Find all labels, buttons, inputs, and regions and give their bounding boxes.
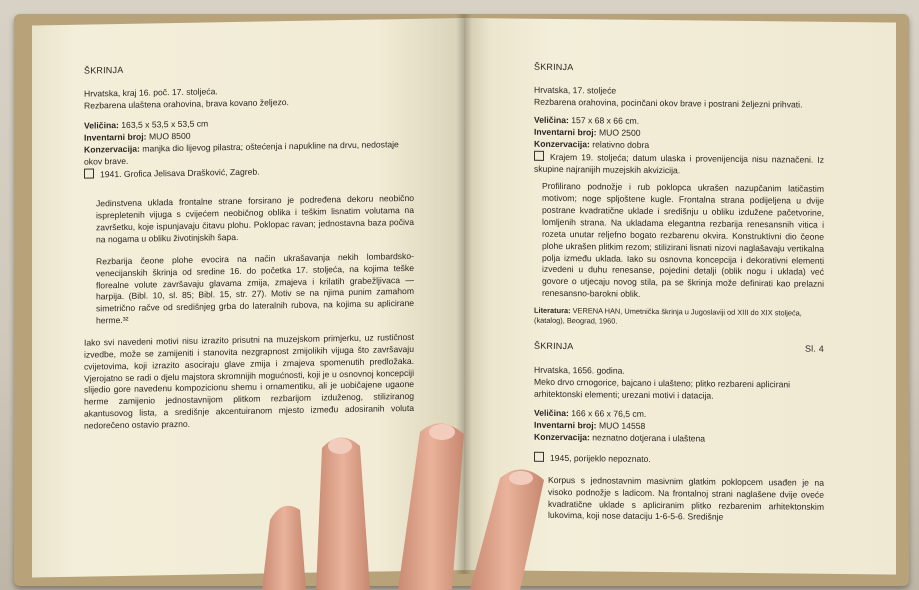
- right-size-label: Veličina:: [534, 114, 569, 126]
- literature-text: VERENA HAN, Umetnička škrinja u Jugoslaviji od XIII do XIX stoljeća, (katalog), Beograd, 1960.: [534, 306, 802, 326]
- right-cons2-label: Konzervacija:: [534, 431, 590, 443]
- right-size2-value: 166 x 66 x 76,5 cm.: [571, 408, 647, 420]
- right-size2-label: Veličina:: [534, 408, 569, 419]
- fingernail-middle: [429, 424, 455, 440]
- right-inv-label: Inventarni broj:: [534, 126, 597, 138]
- right-paragraph-1: Profilirano podnožje i rub poklopca ukrašen nazupčanim latičastim motivom; noge spljoštene kugle. Frontalna strana podijeljena u dvije postrane kvadratične uklade i središnju u obliku izdužene pačetvorine, lomljenih strana. Na ukladama elegantna rezbarija renesansnih vitica i rozeta unutar reljefno bogato rezbarenu okvira. Konstruktivni dio čeone plohe ukrašen plitkim rezom; stilizirani lisnati nizovi naglašavaju vertikalna polja između uklada. Iako su osnovna koncepcija i dekorativni elementi izvedeni u duhu renesanse, pojedini detalji (oblik nogu i uklada) već govore o utjecaju novog stila, pa se škrinja može definirati kao prelazni renesansno-barokni oblik.: [542, 181, 824, 300]
- plate-number: Sl. 4: [804, 344, 824, 355]
- right-inv2-value: MUO 14558: [598, 420, 646, 432]
- left-provenance: 1941. Grofica Jelisava Drašković, Zagreb.: [100, 166, 260, 179]
- left-paragraph-2: Rezbarija čeone plohe evocira na način ukrašavanja nekih lombardsko-venecijanskih škrinja od sredine 16. do početka 17. stoljeća, na kojima teške florealne volute završavaju glavama zmija, zmajeva i krilatih grabežljivaca — harpija. (Bibl. 10, sl. 85; Bibl. 15, str. 27). Motiv se na njima punim zamahom simetrično račve od središnjeg grba do lateralnih rubova, na kojima su aplicirane herme.³²: [96, 250, 414, 326]
- right-provenance: Krajem 19. stoljeća; datum ulaska i provenijencija nisu naznačeni. Iz skupine najranijih muzejskih akvizicija.: [534, 151, 824, 175]
- fingernail-index: [328, 438, 352, 454]
- right-origin-2: Hrvatska, 1656. godina.: [534, 364, 625, 376]
- literature-label: Literatura:: [534, 305, 571, 316]
- left-inv-label: Inventarni broj:: [84, 131, 147, 143]
- right-material: Rezbarena orahovina, pocinčani okov brave i postrani željezni prihvati.: [534, 96, 803, 110]
- finger-ring: [470, 469, 544, 590]
- left-paragraph-3: Iako svi navedeni motivi nisu izrazito prisutni na muzejskom primjerku, uz rustičnost izvedbe, može se zamijeniti i stanovita nezgrapnost zmijolikih vijuga što završavaju cvijetovima, koji izrazito asociraju glave zmija i zmajeva spomenutih predložaka. Vjerojatno se radi o djelu majstora skromnijih mogućnosti, koji je u osnovnoj koncepciji slijedio gore navedenu kompozicionu shemu i ornamentiku, ali je uobičajene ugaone herme zamijenio jednostavnijom plitkom rezbarijom izduženog, stiliziranog akantusovog lista, a središnje akcentuiranom mjesto između adosiranih voluta nedorečeno ostavio prazno.: [84, 331, 414, 431]
- finger-middle: [398, 423, 464, 590]
- finger-index: [316, 437, 370, 590]
- left-paragraph-1: Jedinstvena uklada frontalne strane forsirano je podređena dekoru neobično isprepletenih vijuga s cvijećem neobičnog oblika i teškim lisnatim volutama na završetku, koje ispunjavaju čitavu plohu. Poklopac ravan; jednostavna baza počiva na nogama u obliku životinjskih šapa.: [96, 193, 414, 245]
- left-size-value: 163,5 x 53,5 x 53,5 cm: [121, 118, 209, 131]
- left-inv-value: MUO 8500: [148, 130, 191, 142]
- right-material-2: Meko drvo crnogorice, bajcano i ulašteno; plitko rezbareni aplicirani arhitektonski elementi; urezani motivi i datacija.: [534, 376, 791, 401]
- right-inv2-label: Inventarni broj:: [534, 420, 597, 431]
- left-size-label: Veličina:: [84, 120, 119, 131]
- right-heading: ŠKRINJA: [534, 61, 574, 73]
- left-cons-label: Konzervacija:: [84, 143, 140, 155]
- right-origin: Hrvatska, 17. stoljeće: [534, 85, 617, 96]
- left-material: Rezbarena ulaštena orahovina, brava kovano željezo.: [84, 97, 289, 111]
- right-size-value: 157 x 68 x 66 cm.: [571, 115, 640, 126]
- finger-thumb: [262, 506, 306, 590]
- right-provenance-2: 1945, porijeklo nepoznato.: [550, 452, 651, 464]
- fingernail-ring: [509, 471, 533, 485]
- right-cons-value: relativno dobra: [592, 139, 650, 150]
- right-inv-value: MUO 2500: [598, 127, 641, 138]
- right-paragraph-2: Korpus s jednostavnim masivnim glatkim poklopcem usađen je na visoko podnožje s ladicom. Na frontalnoj strani naglašene dvije oveće kvadratične uklade s apliciranim plitko rezbarenim arhitektonskim lukovima, koji nose dataciju 1-6-5-6. Središnje: [548, 474, 824, 523]
- right-cons-label: Konzervacija:: [534, 138, 590, 150]
- right-cons2-value: neznatno dotjerana i ulaštena: [592, 432, 706, 444]
- left-heading: ŠKRINJA: [84, 64, 124, 76]
- right-heading-2: ŠKRINJA: [534, 341, 574, 352]
- left-cons-value: manjka dio lijevog pilastra; oštećenja i napukline na drvu, nedostaje okov brave.: [84, 138, 399, 167]
- left-origin: Hrvatska, kraj 16. poč. 17. stoljeća.: [84, 86, 218, 100]
